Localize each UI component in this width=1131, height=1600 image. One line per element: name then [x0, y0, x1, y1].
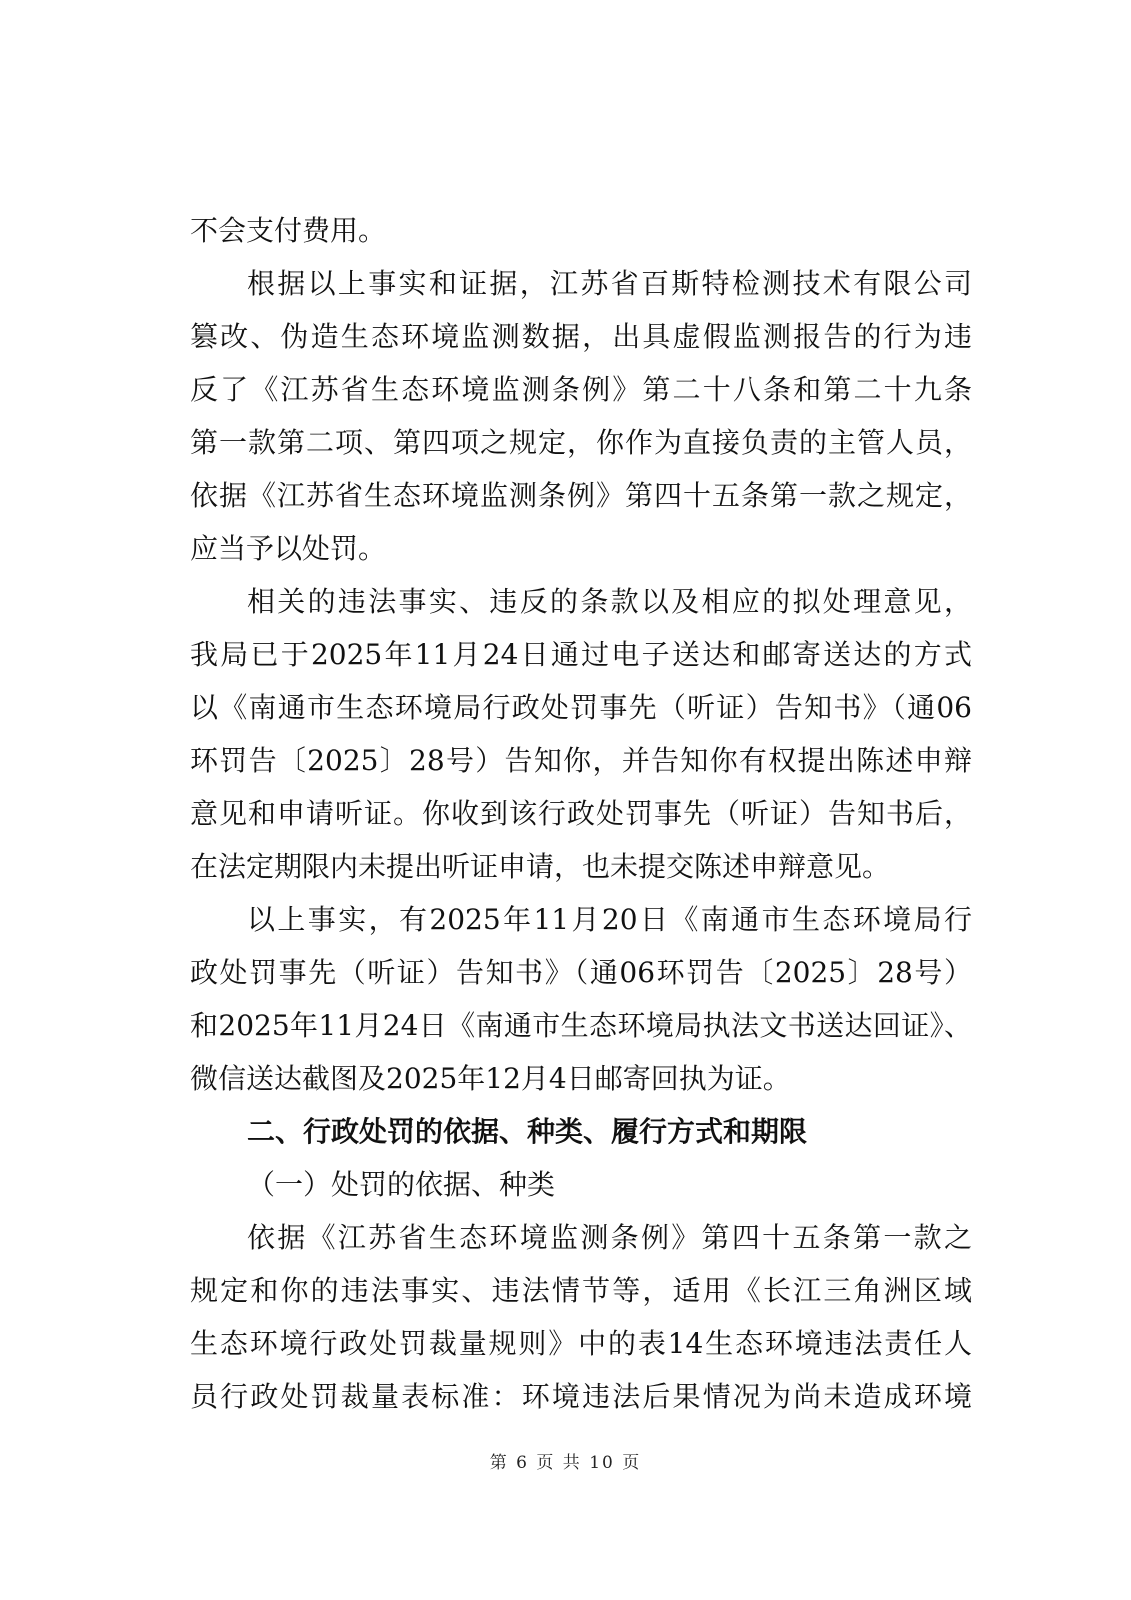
text-line: 微信送达截图及2025年12月4日邮寄回执为证。 — [190, 1062, 791, 1095]
document-body — [190, 204, 972, 1423]
text-line: 应当予以处罚。 — [190, 532, 387, 565]
text-line: 以上事实，有2025年11月20日《南通市生态环境局行 — [247, 903, 972, 936]
text-line: 政处罚事先（听证）告知书》（通06环罚告〔2025〕28号） — [190, 956, 972, 989]
text-line: 不会支付费用。 — [190, 214, 387, 247]
text-line: 篡改、伪造生态环境监测数据，出具虚假监测报告的行为违 — [190, 320, 972, 353]
text-line: 意见和申请听证。你收到该行政处罚事先（听证）告知书后， — [190, 797, 972, 830]
text-line: 第一款第二项、第四项之规定，你作为直接负责的主管人员， — [190, 426, 972, 459]
page-number-footer: 第 6 页 共 10 页 — [489, 1453, 642, 1473]
text-line: 在法定期限内未提出听证申请，也未提交陈述申辩意见。 — [190, 850, 891, 883]
text-line: 环罚告〔2025〕28号）告知你，并告知你有权提出陈述申辩 — [190, 744, 972, 777]
text-line: 依据《江苏省生态环境监测条例》第四十五条第一款之规定， — [190, 479, 972, 512]
section-heading: 二、行政处罚的依据、种类、履行方式和期限 — [247, 1115, 808, 1148]
text-line: 反了《江苏省生态环境监测条例》第二十八条和第二十九条 — [190, 373, 972, 406]
text-line: 依据《江苏省生态环境监测条例》第四十五条第一款之 — [247, 1221, 972, 1254]
text-line: 相关的违法事实、违反的条款以及相应的拟处理意见， — [247, 585, 972, 618]
text-line: 规定和你的违法事实、违法情节等，适用《长江三角洲区域 — [190, 1274, 972, 1307]
paragraph-block-2 — [190, 1211, 972, 1423]
text-line: 和2025年11月24日《南通市生态环境局执法文书送达回证》、 — [190, 1009, 972, 1042]
text-line: 根据以上事实和证据，江苏省百斯特检测技术有限公司 — [247, 267, 972, 300]
text-line: 以《南通市生态环境局行政处罚事先（听证）告知书》（通06 — [190, 691, 972, 724]
paragraph-block-1 — [190, 204, 972, 1105]
text-line: 生态环境行政处罚裁量规则》中的表14生态环境违法责任人 — [190, 1327, 972, 1360]
text-line: 我局已于2025年11月24日通过电子送达和邮寄送达的方式 — [190, 638, 972, 671]
text-line: 员行政处罚裁量表标准：环境违法后果情况为尚未造成环境 — [190, 1380, 972, 1413]
subsection-heading: （一）处罚的依据、种类 — [247, 1168, 556, 1201]
